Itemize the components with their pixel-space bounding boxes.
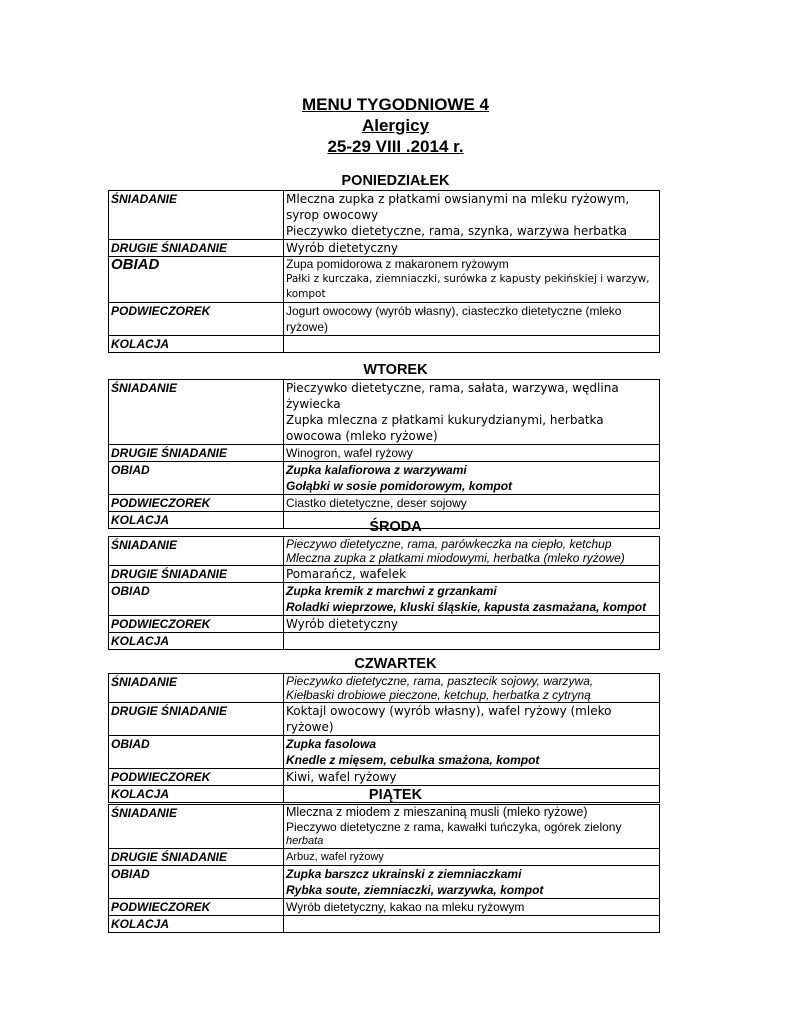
meal-label: PODWIECZOREK [109,769,284,786]
meal-row-lunch [109,462,660,495]
day-title-thursday: CZWARTEK [354,656,437,672]
meal-row-second-breakfast [109,240,660,257]
meal-item: Pieczywko dietetyczne, rama, sałata, warzywa, wędlina żywiecka [286,381,619,411]
meal-item: Kiwi, wafel ryżowy [286,770,397,784]
meal-row-supper [109,336,660,353]
meal-item: Zupka fasolowa [286,737,377,751]
meal-label: DRUGIE ŚNIADANIE [109,566,284,583]
meal-item: Winogron, wafel ryżowy [286,446,413,460]
meal-row-snack [109,303,660,336]
meal-label: DRUGIE ŚNIADANIE [109,849,284,866]
meal-label: OBIAD [109,462,284,495]
meal-item: Jogurt owocowy (wyrób własny), ciasteczko dietetyczne (mleko ryżowe) [286,304,622,334]
meal-label: KOLACJA [109,633,284,650]
meal-row-lunch [109,866,660,899]
meal-label: OBIAD [109,257,284,303]
meal-item: Wyrób dietetyczny [286,241,399,255]
meal-label: PODWIECZOREK [109,303,284,336]
meal-item: Pieczywo dietetyczne, rama, parówkeczka na ciepło, ketchup [286,537,612,551]
meal-item: Wyrób dietetyczny [286,617,399,631]
meal-label: KOLACJA [109,512,284,529]
meal-label: ŚNIADANIE [109,805,284,849]
meal-item: Arbuz, wafel ryżowy [286,851,384,863]
meal-label: PODWIECZOREK [109,899,284,916]
meal-label: DRUGIE ŚNIADANIE [109,703,284,736]
meal-item: Zupka mleczna z płatkami kukurydzianymi, herbatka owocowa (mleko ryżowe) [286,413,604,443]
meal-label: ŚNIADANIE [109,537,284,566]
meal-label: ŚNIADANIE [109,380,284,445]
meal-row-supper [109,633,660,650]
meal-label: PODWIECZOREK [109,495,284,512]
meal-item: Mleczna zupka z płatkami miodowymi, herbatka (mleko ryżowe) [286,551,625,565]
meal-item: Rybka soute, ziemniaczki, warzywka, kompot [286,883,544,897]
meal-item: Pomarańcz, wafelek [286,567,407,581]
meal-item: Ciastko dietetyczne, deser sojowy [286,496,467,510]
meal-row-second-breakfast [109,566,660,583]
meal-row-breakfast [109,380,660,445]
meal-row-second-breakfast [109,445,660,462]
meal-item: Zupa pomidorowa z makaronem ryżowym [286,257,509,271]
meal-row-lunch [109,736,660,769]
meal-item: Pieczywko dietetyczne, rama, szynka, warzywa herbatka [286,224,628,238]
meal-item: Wyrób dietetyczny, kakao na mleku ryżowym [286,900,525,914]
day-title-wednesday: ŚRODA [369,519,422,535]
meal-row-second-breakfast [109,849,660,866]
day-table-wednesday [108,536,660,650]
meal-row-lunch [109,583,660,616]
meal-label: KOLACJA [109,786,284,803]
meal-item: Mleczna zupka z płatkami owsianymi na mleku ryżowym, syrop owocowy [286,192,630,222]
meal-item: herbata [286,835,324,847]
day-title-monday: PONIEDZIAŁEK [341,173,450,189]
meal-label: KOLACJA [109,336,284,353]
meal-row-snack [109,616,660,633]
meal-item: Mleczna z miodem z mieszaniną musli (mleko ryżowe) [286,805,588,819]
day-table-thursday [108,673,660,803]
meal-item: Knedle z mięsem, cebulka smażona, kompot [286,753,540,767]
day-table-tuesday [108,379,660,529]
meal-label: OBIAD [109,583,284,616]
meal-label: DRUGIE ŚNIADANIE [109,445,284,462]
meal-row-breakfast [109,674,660,703]
meal-label: ŚNIADANIE [109,674,284,703]
menu-header [0,94,791,157]
meal-row-snack [109,495,660,512]
meal-row-snack [109,769,660,786]
meal-label: ŚNIADANIE [109,191,284,240]
meal-row-breakfast [109,191,660,240]
meal-label: KOLACJA [109,916,284,933]
meal-row-supper [109,916,660,933]
meal-label: PODWIECZOREK [109,616,284,633]
meal-item: Kiełbaski drobiowe pieczone, ketchup, herbatka z cytryną [286,688,591,702]
meal-row-breakfast [109,805,660,849]
meal-item: Zupka kremik z marchwi z grzankami [286,584,497,598]
day-title-tuesday: WTOREK [363,362,428,378]
meal-row-breakfast [109,537,660,566]
meal-empty [284,633,660,650]
day-title-friday: PIĄTEK [368,787,423,803]
meal-empty [284,336,660,353]
meal-label: OBIAD [109,736,284,769]
meal-item: Gołąbki w sosie pomidorowym, kompot [286,479,513,493]
menu-subtitle: Alergicy [361,116,430,135]
menu-title: MENU TYGODNIOWE 4 [301,95,489,114]
meal-empty [284,916,660,933]
meal-item: Koktajl owocowy (wyrób własny), wafel ryżowy (mleko ryżowe) [286,704,612,734]
meal-row-lunch [109,257,660,303]
meal-item: Pieczywko dietetyczne, rama, pasztecik sojowy, warzywa, [286,674,594,688]
meal-item: Zupka barszcz ukrainski z ziemniaczkami [286,867,522,881]
menu-date-range: 25-29 VIII .2014 r. [327,137,464,156]
meal-row-second-breakfast [109,703,660,736]
day-table-monday [108,190,660,353]
meal-item: Pieczywo dietetyczne z rama, kawałki tuńczyka, ogórek zielony [286,820,622,834]
meal-label: OBIAD [109,866,284,899]
day-table-friday [108,804,660,933]
meal-row-snack [109,899,660,916]
meal-label: DRUGIE ŚNIADANIE [109,240,284,257]
meal-item: Zupka kalafiorowa z warzywami [286,463,467,477]
meal-item: Roladki wieprzowe, kluski śląskie, kapusta zasmażana, kompot [286,600,647,614]
meal-item: Pałki z kurczaka, ziemniaczki, surówka z kapusty pekińskiej i warzyw, kompot [286,273,650,300]
